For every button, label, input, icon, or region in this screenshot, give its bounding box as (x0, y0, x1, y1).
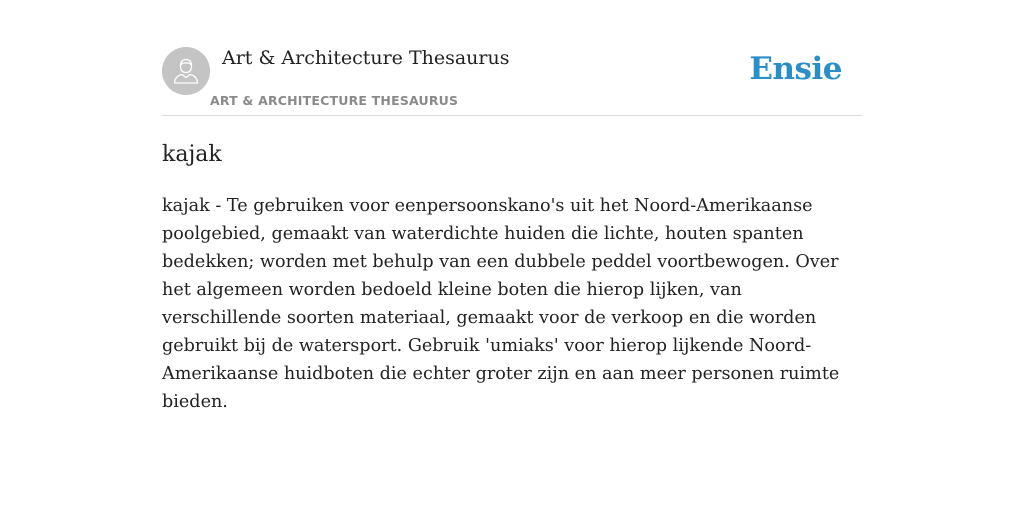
source-subtitle[interactable]: ART & ARCHITECTURE THESAURUS (210, 93, 459, 108)
source-title[interactable]: Art & Architecture Thesaurus (222, 47, 510, 69)
page (162, 0, 862, 512)
header (162, 0, 862, 116)
user-outline-icon (162, 47, 210, 95)
brand-logo[interactable]: Ensie (749, 51, 842, 87)
term-title: kajak (162, 142, 222, 167)
avatar[interactable] (162, 47, 210, 95)
definition-text: kajak - Te gebruiken voor eenpersoonskano's uit het Noord-Amerikaanse poolgebied, gemaakt van waterdichte huiden die lichte, houten spanten bedekken; worden met behulp van een dubbele peddel voortbewogen. Over het algemeen worden bedoeld kleine boten die hierop lijken, van verschillende soorten materiaal, gemaakt voor de verkoop en die worden gebruikt bij de watersport. Gebruik 'umiaks' voor hierop lijkende Noord-Amerikaanse huidboten die echter groter zijn en aan meer personen ruimte bieden. (162, 196, 840, 412)
